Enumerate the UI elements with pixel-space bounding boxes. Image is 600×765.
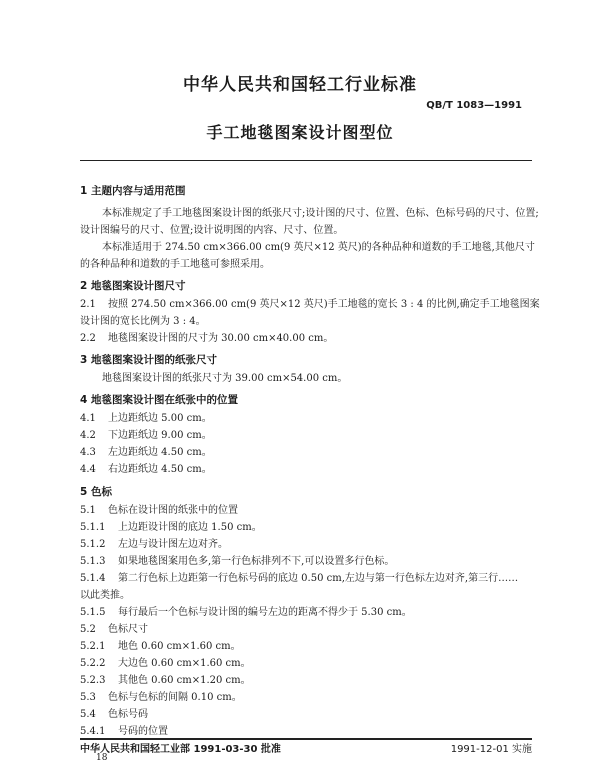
clause-2-2-text: 地毯图案设计图的尺寸为 30.00 cm×40.00 cm。: [108, 333, 334, 344]
clause-4-2-number: 4.2: [80, 430, 96, 441]
clause-4-4-text: 右边距纸边 4.50 cm。: [108, 464, 212, 475]
clause-5-2-1-number: 5.2.1: [80, 641, 106, 652]
clause-5-1-text: 色标在设计图的纸张中的位置: [108, 505, 238, 516]
section-3-heading: 3 地毯图案设计图的纸张尺寸: [80, 354, 217, 366]
clause-5-1-3-number: 5.1.3: [80, 556, 106, 567]
clause-5-2-3-number: 5.2.3: [80, 675, 106, 686]
clause-2-2-number: 2.2: [80, 333, 96, 344]
clause-5-3-text: 色标与色标的间隔 0.10 cm。: [108, 692, 242, 703]
section-1-para2-line1: 本标准适用于 274.50 cm×366.00 cm(9 英尺×12 英尺)的各种品种和道数的手工地毯,其他尺寸: [102, 242, 535, 253]
clause-4-3-number: 4.3: [80, 447, 96, 458]
clause-2-1-number: 2.1: [80, 299, 96, 310]
clause-5-1-3-text: 如果地毯图案用色多,第一行色标排列不下,可以设置多行色标。: [118, 556, 395, 567]
section-3-text: 地毯图案设计图的纸张尺寸为 39.00 cm×54.00 cm。: [102, 373, 348, 384]
clause-5-4-text: 色标号码: [108, 709, 148, 720]
approval-line: 中华人民共和国轻工业部 1991-03-30 批准: [80, 744, 281, 755]
section-4-heading: 4 地毯图案设计图在纸张中的位置: [80, 394, 238, 406]
clause-4-3-text: 左边距纸边 4.50 cm。: [108, 447, 212, 458]
standard-title: 中华人民共和国轻工行业标准: [183, 75, 417, 95]
clause-4-4-number: 4.4: [80, 464, 96, 475]
clause-5-2-3-text: 其他色 0.60 cm×1.20 cm。: [118, 675, 251, 686]
clause-5-4-number: 5.4: [80, 709, 96, 720]
clause-5-1-1-text: 上边距设计图的底边 1.50 cm。: [118, 522, 262, 533]
clause-4-1-number: 4.1: [80, 413, 96, 424]
clause-5-1-2-text: 左边与设计图左边对齐。: [118, 539, 228, 550]
section-1-para2-line2: 的各种品种和道数的手工地毯可参照采用。: [80, 259, 270, 270]
clause-5-1-4-text: 第二行色标上边距第一行色标号码的底边 0.50 cm,左边与第一行色标左边对齐,第三行……: [118, 573, 519, 584]
clause-5-4-1-text: 号码的位置: [118, 726, 168, 737]
clause-5-2-2-text: 大边色 0.60 cm×1.60 cm。: [118, 658, 251, 669]
section-1-para1-line1: 本标准规定了手工地毯图案设计图的纸张尺寸;设计图的尺寸、位置、色标、色标号码的尺寸、位置;: [102, 208, 539, 219]
section-1-heading: 1 主题内容与适用范围: [80, 185, 186, 197]
clause-5-1-5-number: 5.1.5: [80, 607, 106, 618]
clause-5-3-number: 5.3: [80, 692, 96, 703]
clause-5-1-number: 5.1: [80, 505, 96, 516]
document-title: 手工地毯图案设计图型位: [206, 123, 394, 142]
clause-4-2-text: 下边距纸边 9.00 cm。: [108, 430, 212, 441]
clause-5-1-4-number: 5.1.4: [80, 573, 106, 584]
section-2-heading: 2 地毯图案设计图尺寸: [80, 280, 186, 292]
header-divider: [80, 160, 532, 161]
clause-5-1-1-number: 5.1.1: [80, 522, 106, 533]
standard-code: QB/T 1083—1991: [426, 100, 522, 111]
clause-5-1-5-text: 每行最后一个色标与设计图的编号左边的距离不得少于 5.30 cm。: [118, 607, 412, 618]
clause-5-1-2-number: 5.1.2: [80, 539, 106, 550]
clause-2-1-line1: 按照 274.50 cm×366.00 cm(9 英尺×12 英尺)手工地毯的宽长 3 : 4 的比例,确定手工地毯图案: [108, 299, 540, 310]
clause-5-2-number: 5.2: [80, 624, 96, 635]
section-1-para1-line2: 设计图编号的尺寸、位置;设计说明图的内容、尺寸、位置。: [80, 225, 344, 236]
section-5-heading: 5 色标: [80, 486, 112, 498]
clause-4-1-text: 上边距纸边 5.00 cm。: [108, 413, 212, 424]
clause-5-4-1-number: 5.4.1: [80, 726, 106, 737]
clause-5-2-2-number: 5.2.2: [80, 658, 106, 669]
clause-2-1-line2: 设计图的宽长比例为 3 : 4。: [80, 316, 206, 327]
effective-date: 1991-12-01 实施: [450, 744, 532, 755]
clause-5-2-1-text: 地色 0.60 cm×1.60 cm。: [118, 641, 241, 652]
clause-5-2-text: 色标尺寸: [108, 624, 148, 635]
clause-5-1-4-continuation: 以此类推。: [80, 590, 130, 601]
page-number: 18: [96, 753, 108, 763]
